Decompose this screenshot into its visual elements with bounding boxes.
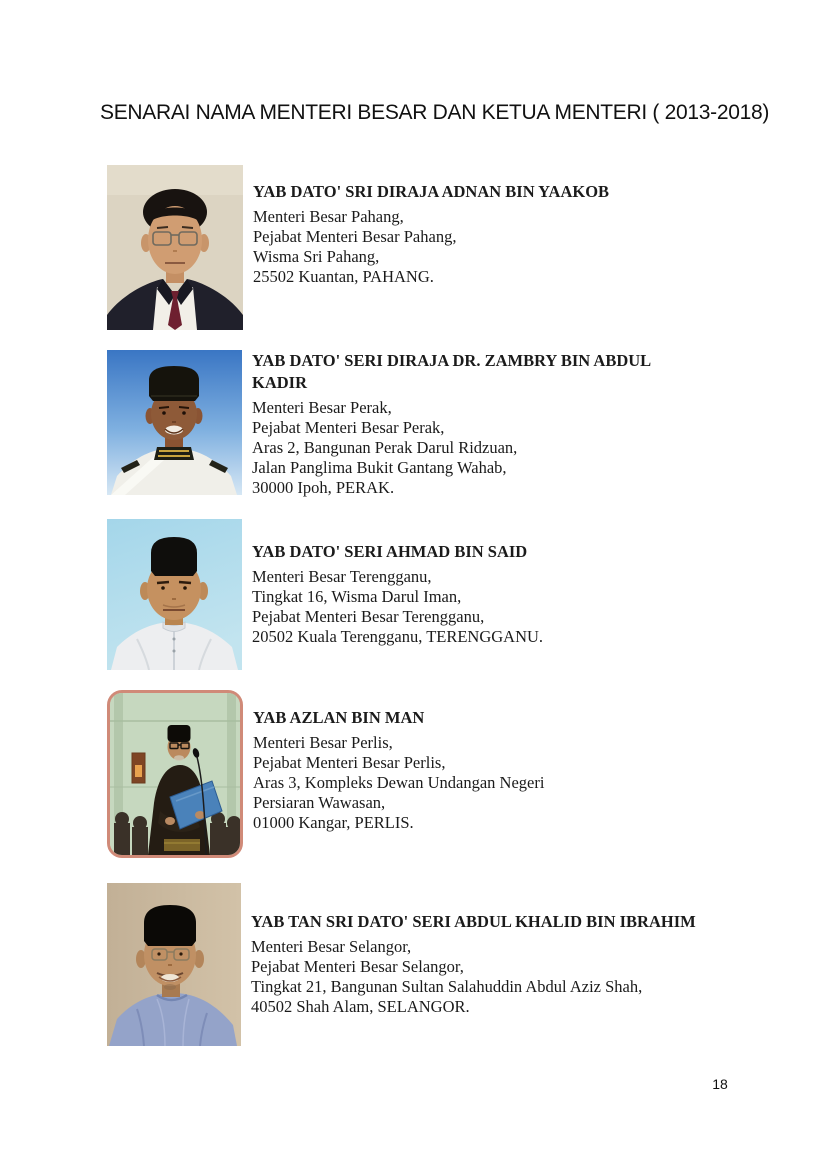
minister-entry-perlis [107, 690, 544, 858]
minister-entry-pahang [107, 165, 609, 330]
photo-zambry-bin-abdul-kadir [107, 350, 242, 495]
portrait-graphic [107, 519, 242, 670]
minister-entry-selangor [107, 883, 696, 1046]
photo-adnan-bin-yaakob [107, 165, 243, 330]
minister-name: YAB TAN SRI DATO' SERI ABDUL KHALID BIN IBRAHIM [251, 912, 696, 931]
minister-address: Menteri Besar Selangor, Pejabat Menteri Besar Selangor, Tingkat 21, Bangunan Sultan Salahuddin Abdul Aziz Shah, 40502 Shah Alam, SELANGOR. [251, 937, 643, 1016]
minister-address: Menteri Besar Terengganu, Tingkat 16, Wisma Darul Iman, Pejabat Menteri Besar Terengganu, 20502 Kuala Terengganu, TERENGGANU. [252, 567, 544, 646]
minister-name: YAB DATO' SERI DIRAJA DR. ZAMBRY BIN ABDUL KADIR [252, 351, 652, 392]
minister-name: YAB AZLAN BIN MAN [253, 708, 425, 727]
portrait-graphic [107, 350, 242, 495]
minister-name: YAB DATO' SRI DIRAJA ADNAN BIN YAAKOB [253, 182, 610, 201]
page-title: SENARAI NAMA MENTERI BESAR DAN KETUA MENTERI ( 2013-2018) [100, 101, 770, 124]
minister-name: YAB DATO' SERI AHMAD BIN SAID [252, 542, 528, 561]
portrait-graphic [107, 883, 241, 1046]
photo-ahmad-bin-said [107, 519, 242, 670]
portrait-graphic [107, 165, 243, 330]
photo-abdul-khalid-bin-ibrahim [107, 883, 241, 1046]
minister-address: Menteri Besar Pahang, Pejabat Menteri Besar Pahang, Wisma Sri Pahang, 25502 Kuantan, PAHANG. [253, 207, 457, 286]
page-number: 18 [712, 1076, 728, 1092]
minister-address: Menteri Besar Perak, Pejabat Menteri Besar Perak, Aras 2, Bangunan Perak Darul Ridzuan, Jalan Panglima Bukit Gantang Wahab, 30000 Ipoh, PERAK. [252, 398, 518, 497]
minister-address: Menteri Besar Perlis, Pejabat Menteri Besar Perlis, Aras 3, Kompleks Dewan Undangan Negeri Persiaran Wawasan, 01000 Kangar, PERLIS. [253, 733, 545, 832]
portrait-graphic [110, 693, 240, 855]
photo-azlan-bin-man [107, 690, 243, 858]
minister-entry-terengganu [107, 519, 543, 670]
minister-entry-perak [107, 350, 651, 498]
